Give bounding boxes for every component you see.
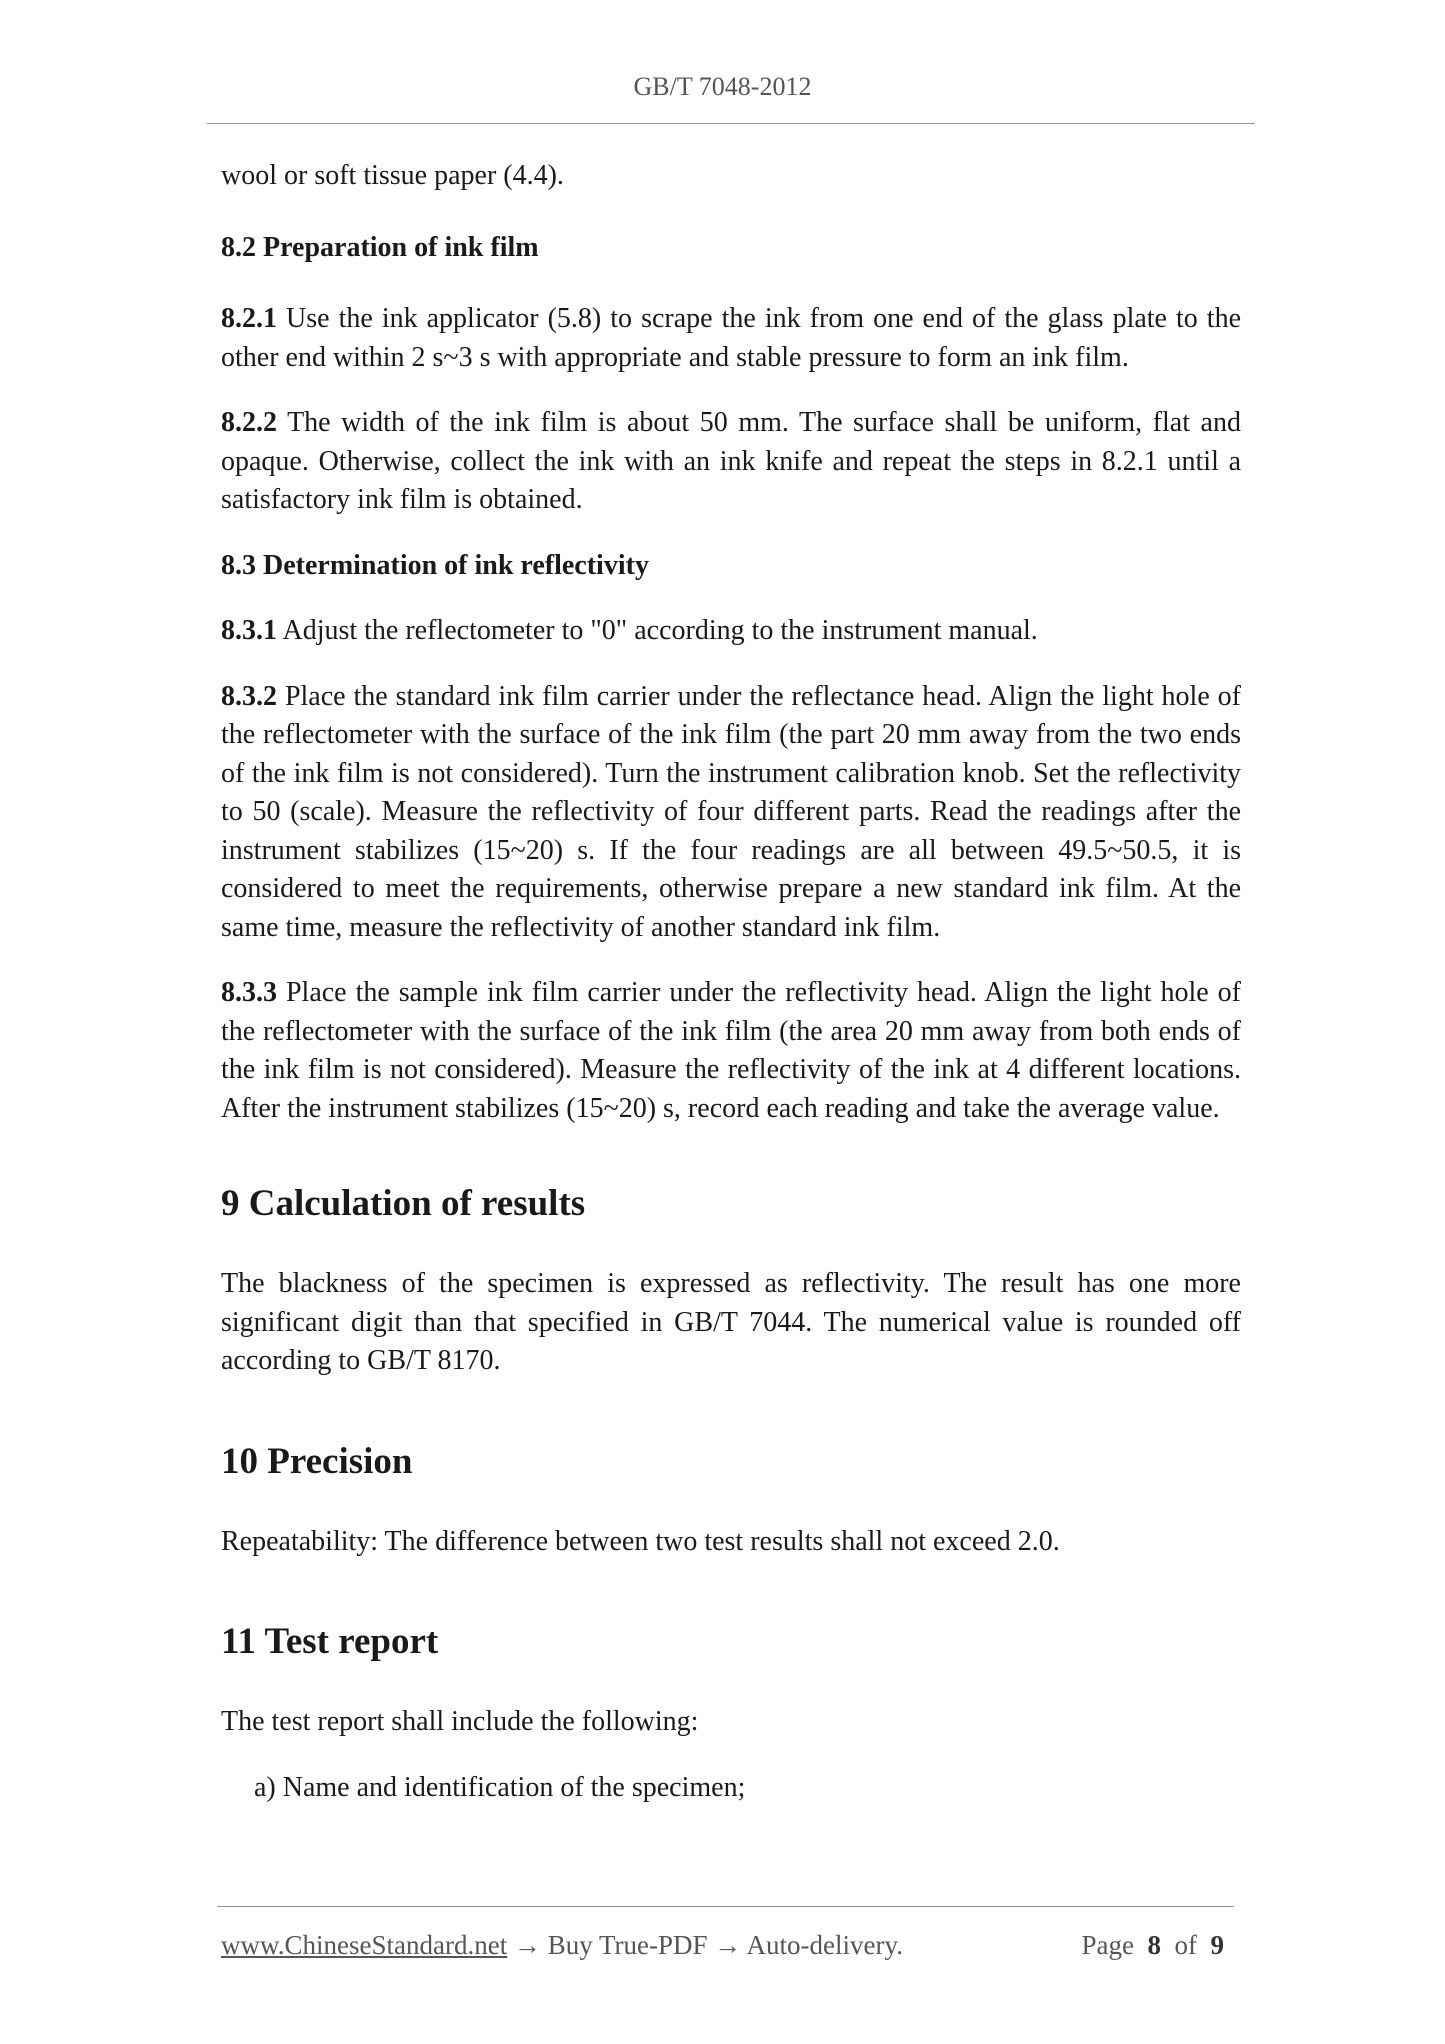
page-indicator: Page 8 of 9 [1081,1930,1224,1960]
continuation-paragraph: wool or soft tissue paper (4.4). [221,160,564,191]
heading-11: 11 Test report [221,1621,439,1662]
heading-8-2: 8.2 Preparation of ink film [221,231,539,263]
page-number: 8 [1147,1930,1161,1960]
clause-8-2-1 [221,300,1241,377]
clause-8-3-2 [221,678,1241,948]
page-header: GB/T 7048-2012 [633,72,812,101]
document-body [221,157,1241,1807]
clause-number: 8.2.1 [221,303,277,334]
clause-number: 8.3.1 [221,615,277,646]
paragraph-11: The test report shall include the following: [221,1706,699,1737]
heading-9: 9 Calculation of results [221,1183,586,1224]
clause-text: Use the ink applicator (5.8) to scrape the ink from one end of the glass plate to the other end within 2 s~3 s with appropriate and stable pressure to form an ink film. [221,303,1242,373]
footer-left [221,1930,903,1961]
paragraph-9: The blackness of the specimen is expressed as reflectivity. The result has one more significant digit than that specified in GB/T 7044. The numerical value is rounded off according to GB/T 8170. [221,1268,1241,1376]
heading-8-3: 8.3 Determination of ink reflectivity [221,549,649,581]
clause-text: Adjust the reflectometer to "0" according to the instrument manual. [282,615,1038,646]
clause-8-3-3 [221,974,1241,1128]
clause-number: 8.2.2 [221,407,277,438]
footer-divider [217,1906,1234,1907]
paragraph-10: Repeatability: The difference between two test results shall not exceed 2.0. [221,1525,1060,1557]
page-footer [221,1930,1232,1961]
clause-8-2-2 [221,404,1241,520]
clause-number: 8.3.3 [221,977,277,1008]
page-total: 9 [1210,1930,1224,1960]
heading-10: 10 Precision [221,1440,413,1482]
promo-text: → Buy True-PDF → Auto-delivery. [507,1930,903,1960]
clause-8-3-1 [221,612,1241,651]
clause-number: 8.3.2 [221,680,277,712]
list-item-a: a) Name and identification of the specimen; [254,1771,746,1803]
header-divider [207,123,1255,124]
website-link[interactable]: www.ChineseStandard.net [221,1930,508,1960]
clause-text: Place the standard ink film carrier under the reflectance head. Align the light hole of the reflectometer with the surface of the ink film (the part 20 mm away from the two ends of the ink film is not considered). Turn the instrument calibration knob. Set the reflectivity to 50 (scale). Measure the reflectivity of four different parts. Read the readings after the instrument stabilizes (15~20) s. If the four readings are all between 49.5~50.5, it is considered to meet the requirements, otherwise prepare a new standard ink film. At the same time, measure the reflectivity of another standard ink film. [221,680,1242,943]
clause-text: Place the sample ink film carrier under the reflectivity head. Align the light hole of the reflectometer with the surface of the ink film (the area 20 mm away from both ends of the ink film is not considered). Measure the reflectivity of the ink at 4 different locations. After the instrument stabilizes (15~20) s, record each reading and take the average value. [221,977,1241,1124]
clause-text: The width of the ink film is about 50 mm. The surface shall be uniform, flat and opaque. Otherwise, collect the ink with an ink knife and repeat the steps in 8.2.1 until a satisfactory ink film is obtained. [221,407,1241,515]
